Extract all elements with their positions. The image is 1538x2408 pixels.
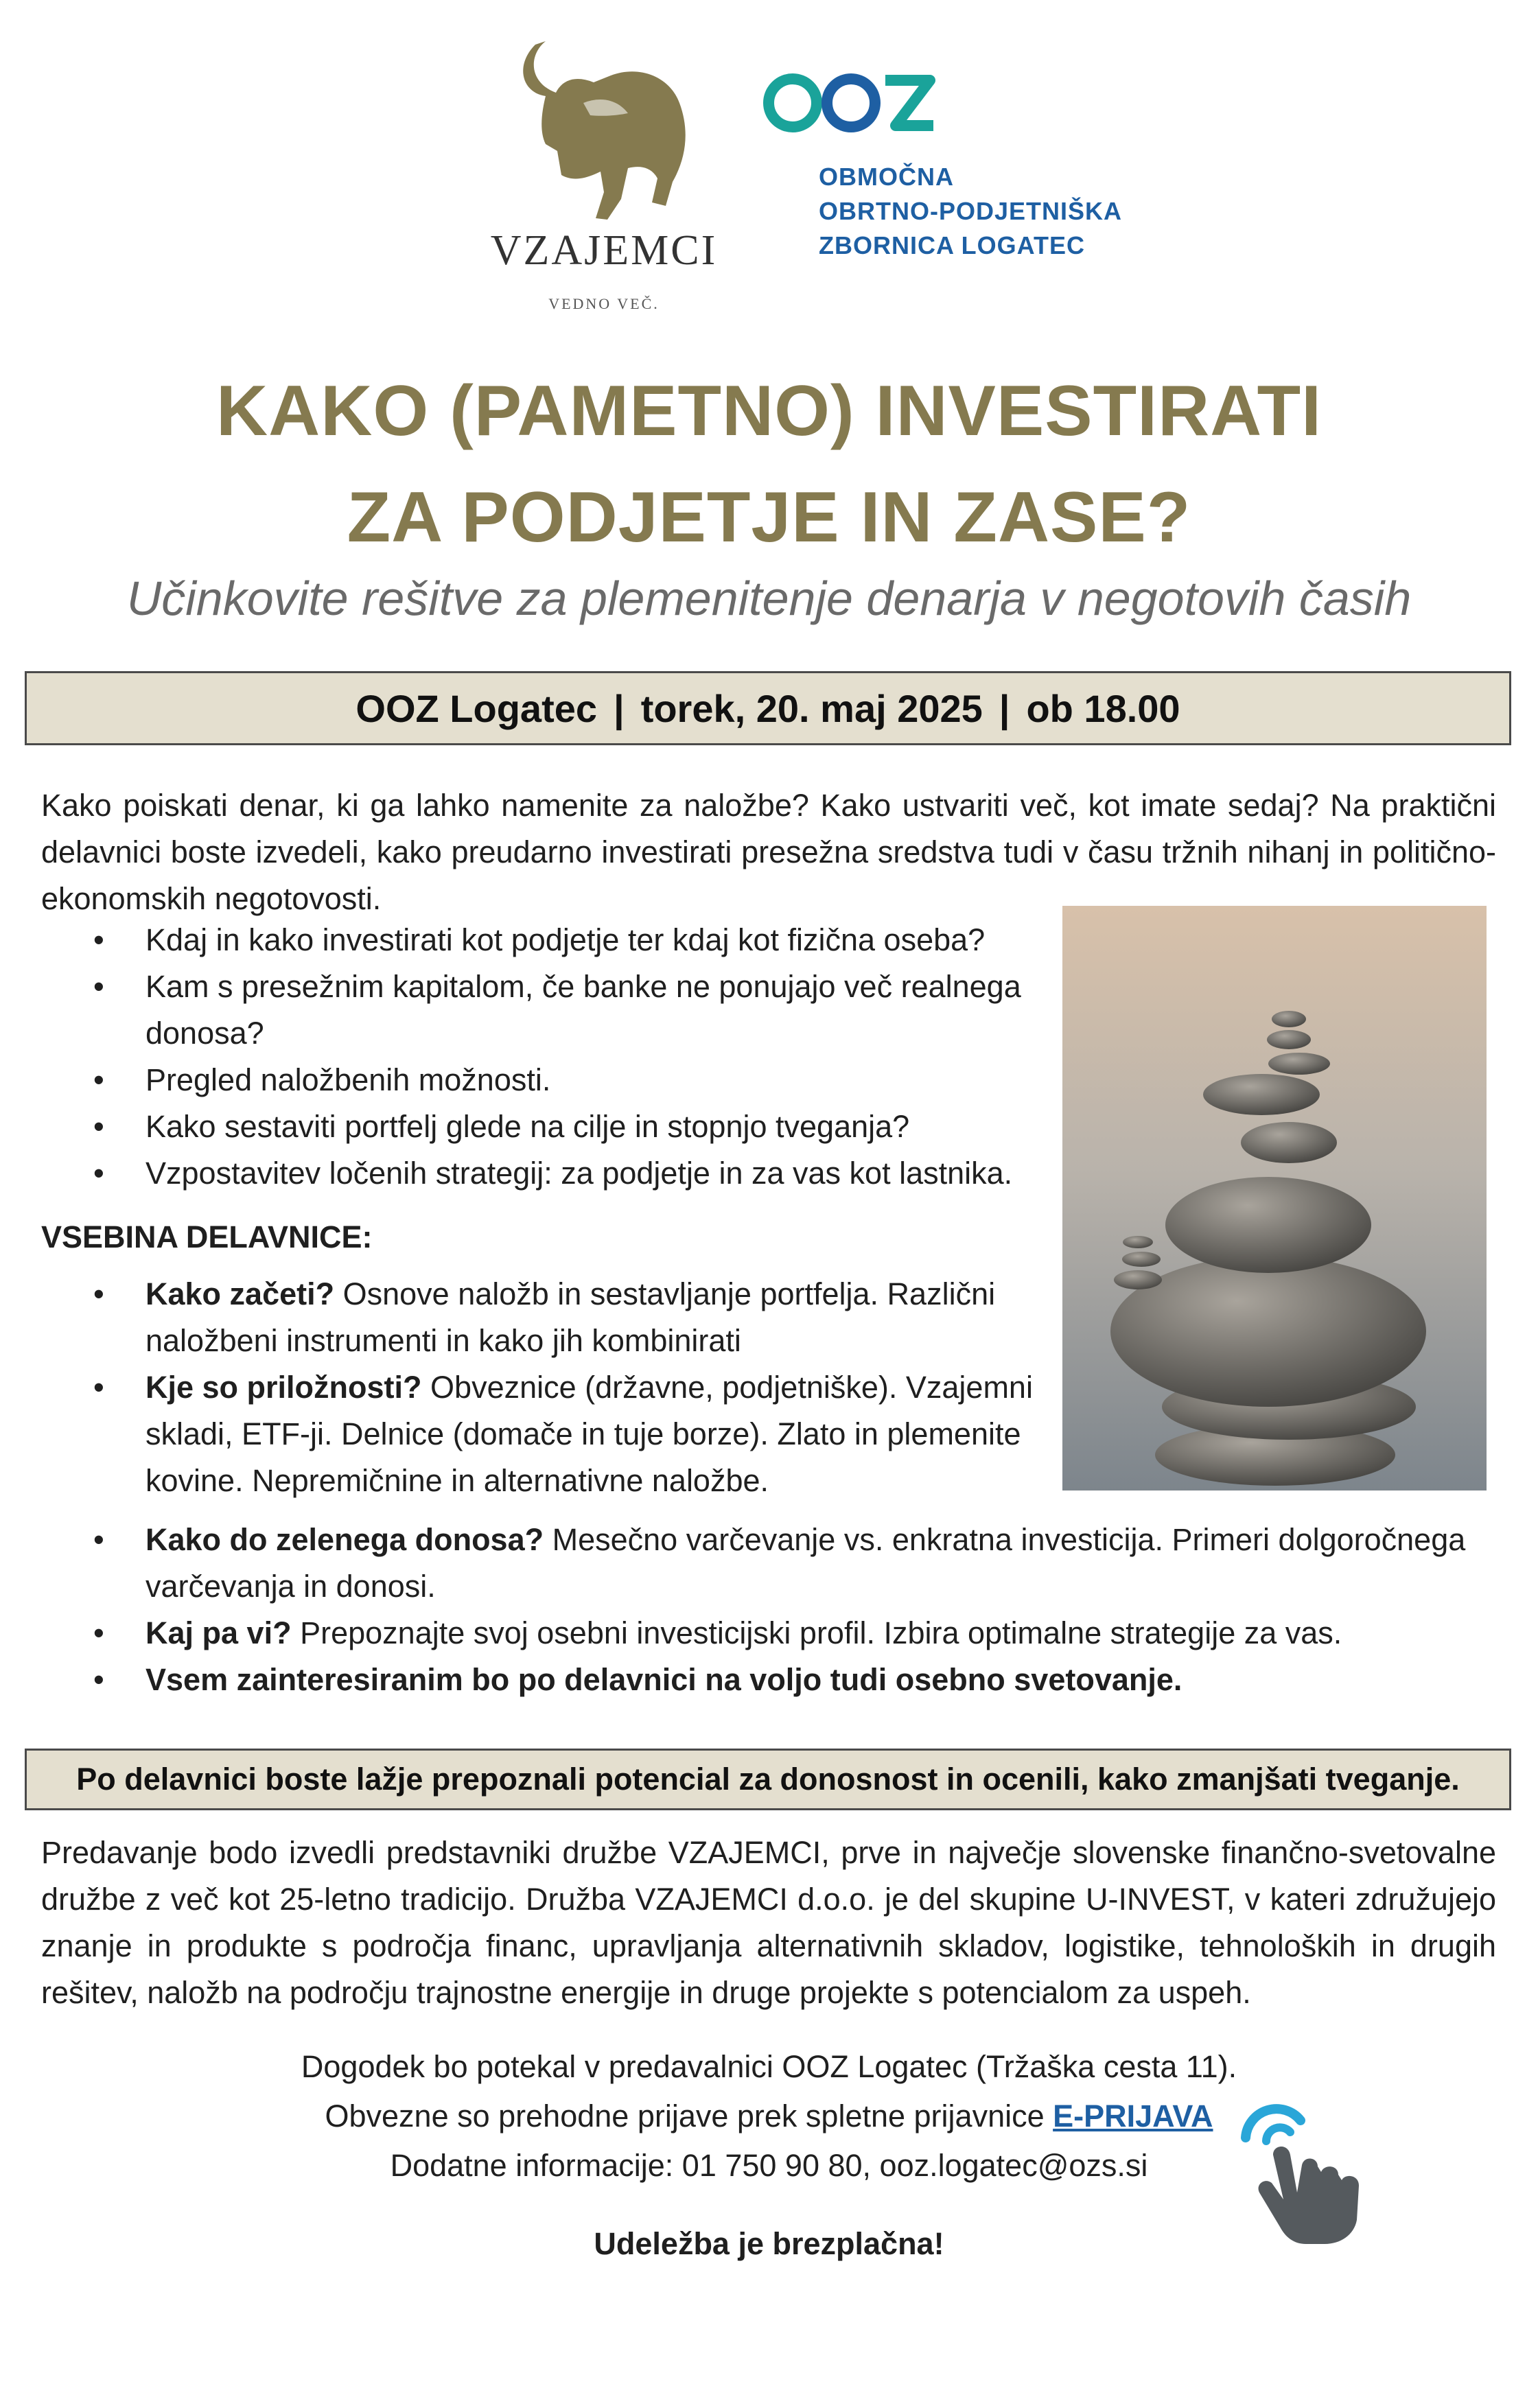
vzajemci-wordmark: VZAJEMCI — [490, 227, 718, 274]
list-item — [41, 1517, 1496, 1610]
item-text: Prepoznajte svoj osebni investicijski profil. Izbira optimalne strategije za vas. — [291, 1615, 1342, 1650]
content-list — [41, 1271, 1049, 1504]
contact-info: Dodatne informacije: 01 750 90 80, ooz.logatec@ozs.si — [390, 2148, 1148, 2183]
ooz-line: OBRTNO-PODJETNIŠKA — [819, 197, 1123, 225]
item-bold: Kje so priložnosti? — [145, 1370, 422, 1405]
ooz-logo — [762, 65, 1146, 271]
list-item: • Pregled naložbenih možnosti. — [41, 1057, 1057, 1103]
item-text: Mesečno varčevanje vs. enkratna investicija. Primeri dolgoročnega varčevanja in donosi. — [145, 1522, 1466, 1604]
item-bold: Kako začeti? — [145, 1276, 335, 1311]
questions-list — [41, 917, 1057, 1197]
list-item: • Kam s presežnim kapitalom, če banke ne ponujajo več realnega donosa? — [41, 963, 1057, 1057]
bull-logo-icon — [480, 27, 727, 226]
list-item — [41, 1364, 1049, 1504]
item-text: Obveznice (državne, podjetniške). Vzajemni skladi, ETF-ji. Delnice (domače in tuje borze). Zlato in plemenite kovine. Nepremičnine in alternativne naložbe. — [145, 1370, 1033, 1498]
item-text: Osnove naložb in sestavljanje portfelja. Različni naložbeni instrumenti in kako jih kombinirati — [145, 1276, 996, 1358]
item-bold: Kaj pa vi? — [145, 1615, 292, 1650]
vzajemci-logo — [480, 27, 727, 323]
list-item — [41, 1271, 1049, 1364]
ooz-mark-icon — [762, 65, 940, 141]
vzajemci-tagline: VEDNO VEČ. — [548, 295, 660, 312]
free-entry-note: Udeležba je brezplačna! — [594, 2226, 944, 2261]
separator: | — [999, 686, 1010, 730]
highlight-bar: Po delavnici boste lažje prepoznali potencial za donosnost in ocenili, kako zmanjšati tveganje. — [25, 1749, 1511, 1810]
registration-link[interactable]: E-PRIJAVA — [1053, 2099, 1213, 2134]
intro-paragraph: Kako poiskati denar, ki ga lahko namenite za naložbe? Kako ustvariti več, kot imate sedaj? Na praktični delavnici boste izvedeli, kako preudarno investirati presežna sredstva tudi v času tržnih nihanj in politično-ekonomskih negotovosti. — [41, 788, 1496, 916]
item-bold: Vsem zainteresiranim bo po delavnici na voljo tudi osebno svetovanje. — [145, 1662, 1182, 1697]
ooz-line: OBMOČNA — [819, 163, 954, 191]
list-item: • Kako sestaviti portfelj glede na cilje in stopnjo tveganja? — [41, 1103, 1057, 1150]
click-hand-icon[interactable] — [1225, 2090, 1383, 2247]
about-paragraph: Predavanje bodo izvedli predstavniki družbe VZAJEMCI, prve in največje slovenske finančno-svetovalne družbe z več kot 25-letno tradicijo. Družba VZAJEMCI d.o.o. je del skupine U-INVEST, v kateri združujejo znanje in produkte s področja financ, upravljanja alternativnih skladov, logistike, tehnoloških in drugih rešitev, naložb na področju trajnostne energije in druge projekte s potencialom za uspeh. — [41, 1835, 1496, 2010]
separator: | — [614, 686, 625, 730]
content-list-continued — [41, 1517, 1496, 1703]
page-subtitle: Učinkovite rešitve za plemenitenje denarja v negotovih časih — [126, 572, 1412, 625]
event-time: ob 18.00 — [1026, 686, 1180, 730]
event-place: OOZ Logatec — [356, 686, 598, 730]
list-item — [41, 1610, 1496, 1657]
list-item: • Vzpostavitev ločenih strategij: za podjetje in za vas kot lastnika. — [41, 1150, 1057, 1197]
event-info-bar — [25, 671, 1511, 745]
registration-text: Obvezne so prehodne prijave prek spletne prijavnice — [325, 2099, 1053, 2134]
ooz-line: ZBORNICA LOGATEC — [819, 231, 1085, 259]
event-date: torek, 20. maj 2025 — [640, 686, 983, 730]
content-heading: VSEBINA DELAVNICE: — [41, 1219, 373, 1254]
item-bold: Kako do zelenega donosa? — [145, 1522, 544, 1557]
page-title-line-2: ZA PODJETJE IN ZASE? — [347, 478, 1191, 557]
list-item: • Kdaj in kako investirati kot podjetje ter kdaj kot fizična oseba? — [41, 917, 1057, 963]
page-title-line-1: KAKO (PAMETNO) INVESTIRATI — [216, 371, 1322, 451]
list-item — [41, 1657, 1496, 1703]
ooz-name — [819, 160, 1122, 263]
stacked-stones-photo — [1062, 906, 1487, 1491]
event-location: Dogodek bo potekal v predavalnici OOZ Logatec (Tržaška cesta 11). — [301, 2049, 1237, 2084]
